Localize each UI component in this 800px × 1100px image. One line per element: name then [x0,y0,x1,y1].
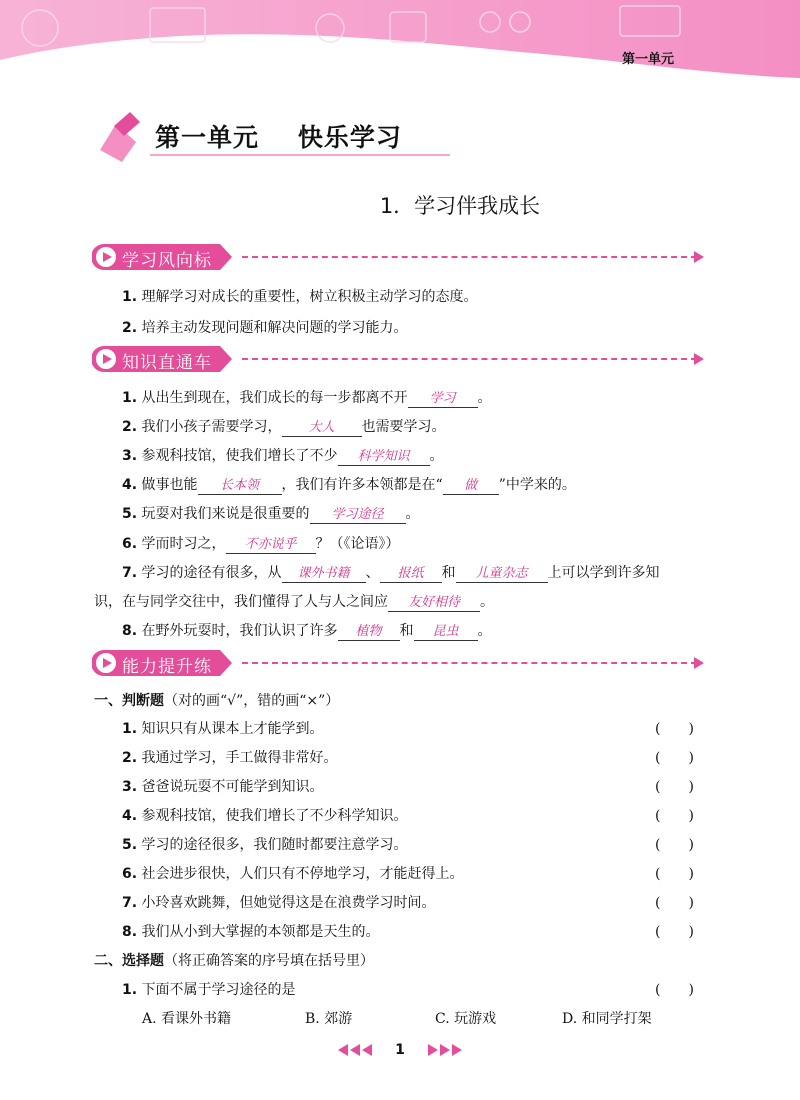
section-knowledge [92,346,712,372]
knowledge-item: 1. 从出生到现在，我们成长的每一步都离不开 学习 。 [122,390,492,406]
choice-option[interactable]: C. 玩游戏 [435,1011,497,1027]
choice-option[interactable]: D. 和同学打架 [562,1011,652,1027]
unit-tag: 第一单元 [622,52,675,67]
judge-item: 7. 小玲喜欢跳舞，但她觉得这是在浪费学习时间。 [122,895,436,911]
play-icon [94,651,118,675]
answer-paren[interactable]: ( ) [655,866,694,882]
dashed-divider [242,256,697,258]
dashed-divider [242,662,697,664]
answer-paren[interactable]: ( ) [655,837,694,853]
prev-arrows-icon [337,1042,373,1058]
choice-item: 1. 下面不属于学习途径的是 [122,982,296,998]
goal-item: 1. 理解学习对成长的重要性，树立积极主动学习的态度。 [122,289,478,305]
arrow-icon [694,657,704,669]
answer-blank: 课外书籍 [282,566,366,583]
knowledge-item: 3. 参观科技馆，使我们增长了不少 科学知识 。 [122,448,444,464]
knowledge-item: 4. 做事也能 长本领 ，我们有许多本领都是在“ 做 ”中学来的。 [122,477,576,493]
answer-blank: 植物 [338,624,400,641]
answer-blank: 学习途径 [310,507,406,524]
knowledge-item: 7. 学习的途径有很多，从 课外书籍 、 报纸 和 儿童杂志 上可以学到许多知 [122,565,660,581]
answer-blank: 科学知识 [338,449,430,466]
judge-item: 1. 知识只有从课本上才能学到。 [122,721,324,737]
answer-paren[interactable]: ( ) [655,808,694,824]
knowledge-item: 2. 我们小孩子需要学习， 大人 也需要学习。 [122,419,446,435]
answer-paren[interactable]: ( ) [655,750,694,766]
answer-blank: 报纸 [380,566,442,583]
answer-blank: 学习 [408,391,478,408]
choice-heading: 二、选择题（将正确答案的序号填在括号里） [94,953,374,969]
judge-item: 5. 学习的途径很多，我们随时都要注意学习。 [122,837,408,853]
dashed-divider [242,358,697,360]
judge-item: 8. 我们从小到大掌握的本领都是天生的。 [122,924,380,940]
answer-blank: 昆虫 [414,624,478,641]
answer-blank: 长本领 [198,478,282,495]
answer-blank: 做 [443,478,499,495]
arrow-icon [694,353,704,365]
judge-item: 6. 社会进步很快，人们只有不停地学习，才能赶得上。 [122,866,464,882]
answer-paren[interactable]: ( ) [655,982,694,998]
answer-paren[interactable]: ( ) [655,895,694,911]
knowledge-item-cont: 识，在与同学交往中，我们懂得了人与人之间应 友好相待 。 [94,594,494,610]
choice-option[interactable]: A. 看课外书籍 [142,1011,232,1027]
judge-item: 4. 参观科技馆，使我们增长了不少科学知识。 [122,808,408,824]
next-arrows-icon [427,1042,463,1058]
lesson-title: 1．学习伴我成长 [379,194,541,218]
play-icon [94,245,118,269]
play-icon [94,347,118,371]
page-footer [0,1042,800,1058]
header-banner [0,0,800,90]
answer-paren[interactable]: ( ) [655,721,694,737]
page-number: 1 [395,1042,405,1058]
answer-paren[interactable]: ( ) [655,779,694,795]
choice-option[interactable]: B. 郊游 [305,1011,353,1027]
answer-paren[interactable]: ( ) [655,924,694,940]
section-label: 能力提升练 [122,657,212,677]
section-label: 学习风向标 [122,251,212,271]
goal-item: 2. 培养主动发现问题和解决问题的学习能力。 [122,320,408,336]
answer-blank: 大人 [282,420,362,437]
knowledge-item: 5. 玩耍对我们来说是很重要的 学习途径 。 [122,506,420,522]
arrow-icon [694,251,704,263]
unit-title: 第一单元 快乐学习 [155,123,402,152]
knowledge-item: 8. 在野外玩耍时，我们认识了许多 植物 和 昆虫 。 [122,623,492,639]
judge-item: 3. 爸爸说玩耍不可能学到知识。 [122,779,324,795]
answer-blank: 儿童杂志 [456,566,548,583]
section-label: 知识直通车 [122,353,212,373]
judge-item: 2. 我通过学习，手工做得非常好。 [122,750,338,766]
section-goals [92,244,712,270]
section-practice [92,650,712,676]
answer-blank: 不亦说乎 [226,537,316,554]
knowledge-item: 6. 学而时习之， 不亦说乎 ？（《论语》） [122,536,400,552]
answer-blank: 友好相待 [388,595,480,612]
judge-heading: 一、判断题（对的画“√”，错的画“×”） [94,693,340,709]
